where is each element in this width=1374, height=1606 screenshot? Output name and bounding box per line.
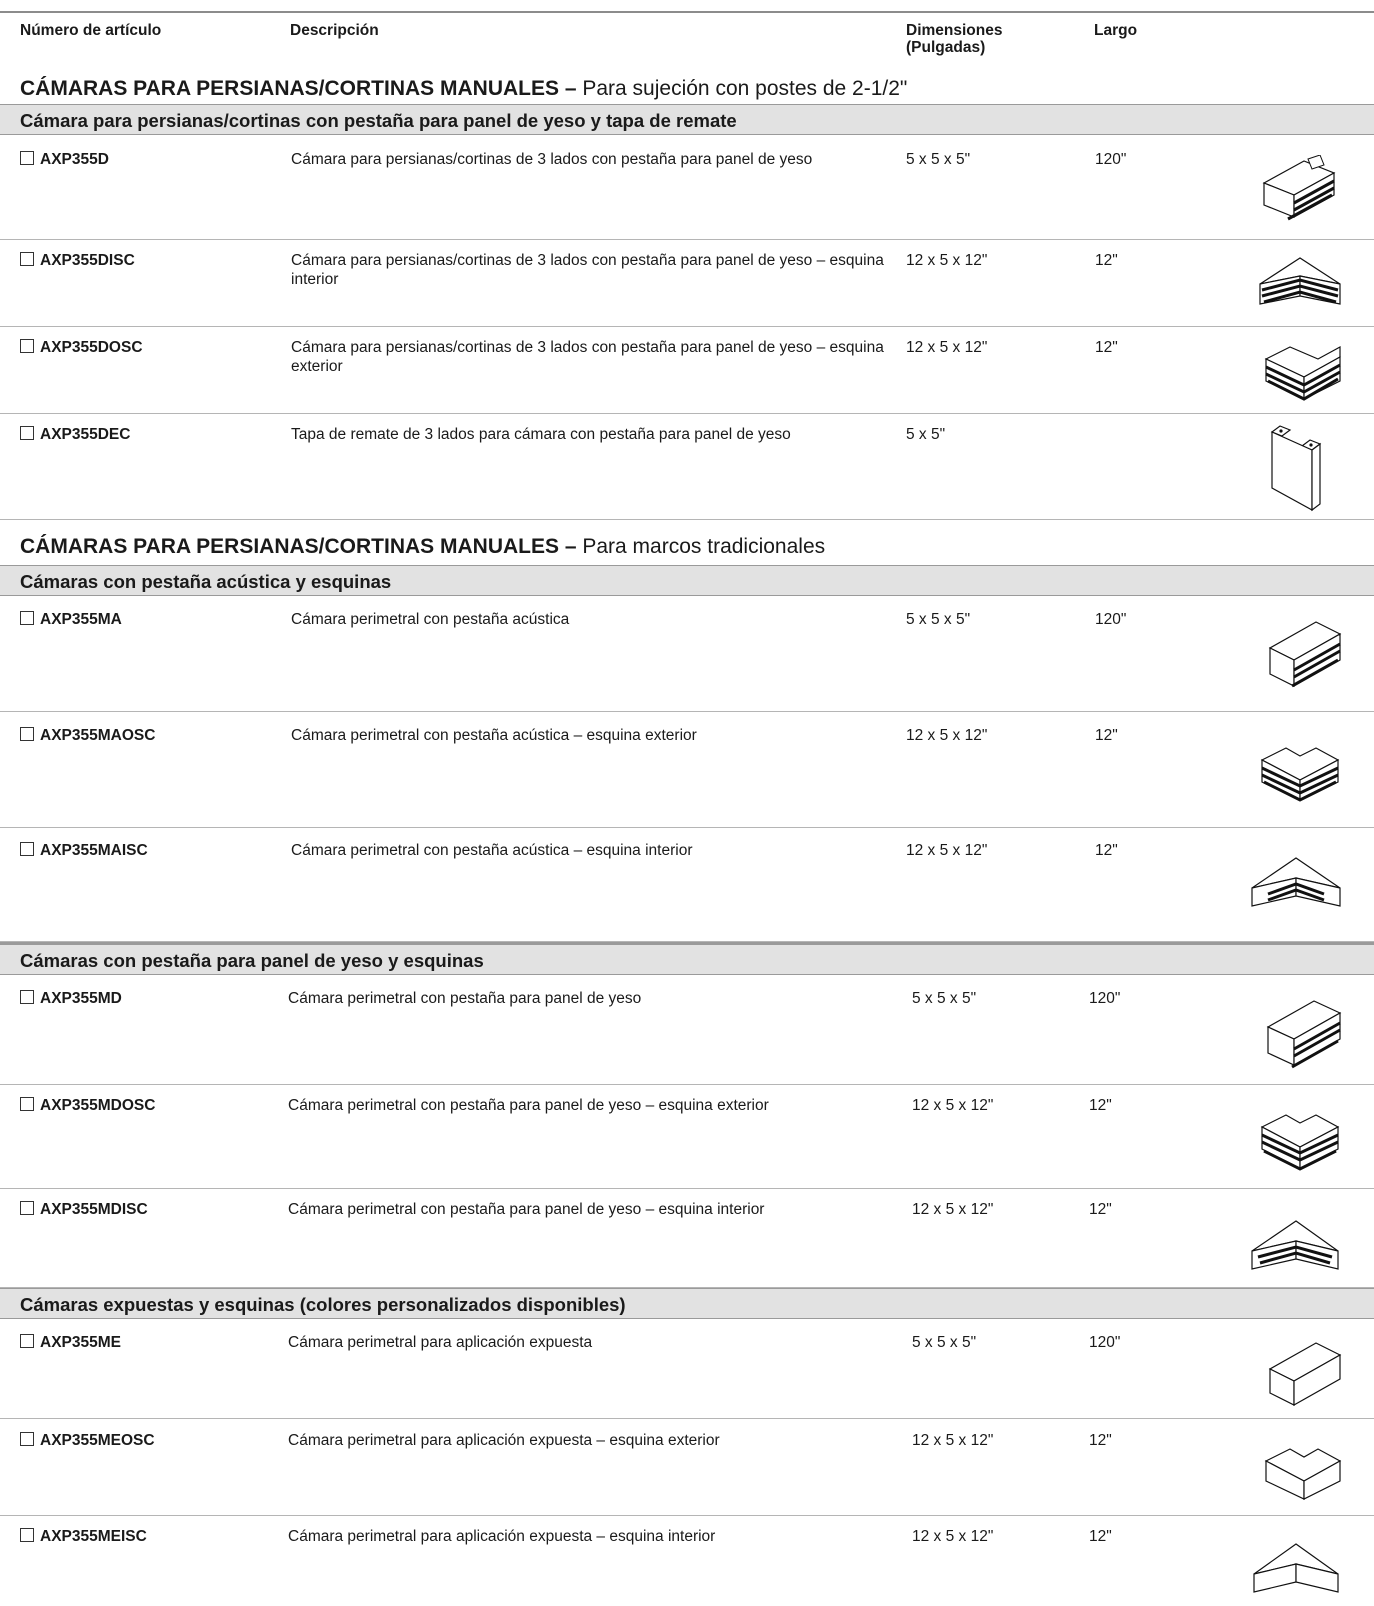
item-number <box>20 251 135 270</box>
straight-channel-exposed-icon <box>1266 1335 1342 1409</box>
checkbox[interactable] <box>20 611 34 625</box>
inside-corner-drywall-icon <box>1258 252 1342 312</box>
checkbox[interactable] <box>20 339 34 353</box>
item-dimensions: 5 x 5 x 5" <box>906 151 971 168</box>
item-description: Cámara perimetral para aplicación expuesta <box>288 1334 593 1351</box>
item-description: Cámara perimetral con pestaña para panel de yeso – esquina interior <box>288 1201 765 1218</box>
item-description: Cámara para persianas/cortinas de 3 lados con pestaña para panel de yeso – esquina interior <box>291 252 884 288</box>
checkbox[interactable] <box>20 842 34 856</box>
item-number <box>20 1527 147 1546</box>
section-title-sub: Para marcos tradicionales <box>576 535 826 558</box>
item-number <box>20 425 130 444</box>
group-title: Cámara para persianas/cortinas con pestaña para panel de yeso y tapa de remate <box>20 110 737 131</box>
item-description: Cámara perimetral con pestaña acústica – esquina interior <box>291 842 693 859</box>
checkbox[interactable] <box>20 1097 34 1111</box>
item-description: Cámara perimetral con pestaña acústica <box>291 611 570 628</box>
sku-text: AXP355MD <box>40 990 122 1007</box>
group-header <box>0 104 1374 135</box>
table-row <box>0 1419 1374 1516</box>
table-row <box>0 1516 1374 1606</box>
table-row <box>0 414 1374 520</box>
header-dimensions <box>906 22 1002 56</box>
checkbox[interactable] <box>20 990 34 1004</box>
item-length: 12" <box>1095 252 1118 269</box>
header-number: Número de artículo <box>20 22 162 39</box>
item-number <box>20 1096 155 1115</box>
outside-corner-acoustic-icon <box>1260 740 1340 810</box>
inside-corner-exposed-icon <box>1252 1538 1340 1600</box>
table-row <box>0 135 1374 240</box>
item-dimensions: 5 x 5 x 5" <box>906 611 971 628</box>
outside-corner-exposed-icon <box>1264 1441 1342 1505</box>
end-cap-icon <box>1268 418 1332 518</box>
item-number <box>20 610 122 629</box>
item-number <box>20 1431 155 1450</box>
item-description: Tapa de remate de 3 lados para cámara con pestaña para panel de yeso <box>291 426 791 443</box>
item-description: Cámara perimetral con pestaña para panel de yeso <box>288 990 642 1007</box>
item-dimensions: 12 x 5 x 12" <box>906 842 988 859</box>
item-dimensions: 5 x 5" <box>906 426 946 443</box>
item-length: 12" <box>1089 1432 1112 1449</box>
sku-text: AXP355MDOSC <box>40 1097 156 1114</box>
sku-text: AXP355MAOSC <box>40 727 156 744</box>
group-header <box>0 1288 1374 1319</box>
item-description: Cámara perimetral para aplicación expuesta – esquina interior <box>288 1528 716 1545</box>
item-dimensions: 5 x 5 x 5" <box>912 1334 977 1351</box>
item-length: 120" <box>1089 1334 1121 1351</box>
outside-corner-drywall-icon <box>1264 337 1342 407</box>
item-description: Cámara perimetral con pestaña para panel de yeso – esquina exterior <box>288 1097 769 1114</box>
section-title <box>20 535 825 559</box>
item-dimensions: 12 x 5 x 12" <box>912 1432 994 1449</box>
table-row <box>0 596 1374 712</box>
inside-corner-acoustic-icon <box>1250 850 1342 916</box>
item-number <box>20 1200 148 1219</box>
checkbox[interactable] <box>20 252 34 266</box>
item-description: Cámara perimetral para aplicación expuesta – esquina exterior <box>288 1432 720 1449</box>
table-row <box>0 240 1374 327</box>
item-number <box>20 726 155 745</box>
item-length: 120" <box>1095 151 1127 168</box>
section-title <box>20 77 907 101</box>
header-length: Largo <box>1094 22 1138 39</box>
sku-text: AXP355MA <box>40 611 122 628</box>
group-header <box>0 565 1374 596</box>
item-length: 120" <box>1089 990 1121 1007</box>
sku-text: AXP355D <box>40 151 109 168</box>
item-description: Cámara para persianas/cortinas de 3 lados con pestaña para panel de yeso – esquina exterior <box>291 339 884 375</box>
sku-text: AXP355DEC <box>40 426 131 443</box>
straight-channel-drywall-icon <box>1258 155 1338 231</box>
straight-channel-acoustic-icon <box>1266 614 1342 696</box>
table-row <box>0 975 1374 1085</box>
table-row <box>0 1319 1374 1419</box>
item-length: 120" <box>1095 611 1127 628</box>
checkbox[interactable] <box>20 1201 34 1215</box>
item-dimensions: 12 x 5 x 12" <box>906 252 988 269</box>
item-description: Cámara para persianas/cortinas de 3 lados con pestaña para panel de yeso <box>291 151 813 168</box>
item-length: 12" <box>1095 842 1118 859</box>
group-title: Cámaras con pestaña para panel de yeso y esquinas <box>20 950 484 971</box>
item-description: Cámara perimetral con pestaña acústica – esquina exterior <box>291 727 697 744</box>
item-length: 12" <box>1095 727 1118 744</box>
section-title-main: CÁMARAS PARA PERSIANAS/CORTINAS MANUALES – <box>20 77 577 100</box>
sku-text: AXP355DISC <box>40 252 135 269</box>
sku-text: AXP355MDISC <box>40 1201 148 1218</box>
group-title: Cámaras expuestas y esquinas (colores personalizados disponibles) <box>20 1294 626 1315</box>
item-dimensions: 12 x 5 x 12" <box>906 727 988 744</box>
header-dimensions-line2: (Pulgadas) <box>906 39 986 56</box>
item-dimensions: 5 x 5 x 5" <box>912 990 977 1007</box>
section-title-main: CÁMARAS PARA PERSIANAS/CORTINAS MANUALES – <box>20 535 577 558</box>
item-length: 12" <box>1089 1528 1112 1545</box>
item-dimensions: 12 x 5 x 12" <box>912 1097 994 1114</box>
item-dimensions: 12 x 5 x 12" <box>906 339 988 356</box>
item-length: 12" <box>1095 339 1118 356</box>
table-row <box>0 828 1374 942</box>
sku-text: AXP355ME <box>40 1334 121 1351</box>
item-number <box>20 338 143 357</box>
checkbox[interactable] <box>20 1432 34 1446</box>
checkbox[interactable] <box>20 727 34 741</box>
table-row <box>0 712 1374 828</box>
item-dimensions: 12 x 5 x 12" <box>912 1528 994 1545</box>
item-length: 12" <box>1089 1097 1112 1114</box>
checkbox[interactable] <box>20 1334 34 1348</box>
sku-text: AXP355DOSC <box>40 339 143 356</box>
checkbox[interactable] <box>20 426 34 440</box>
item-number <box>20 989 122 1008</box>
sku-text: AXP355MAISC <box>40 842 148 859</box>
item-number <box>20 841 148 860</box>
item-number <box>20 1333 121 1352</box>
item-length: 12" <box>1089 1201 1112 1218</box>
group-title: Cámaras con pestaña acústica y esquinas <box>20 571 392 592</box>
header-dimensions-line1: Dimensiones <box>906 22 1003 39</box>
outside-corner-drywall-icon <box>1260 1107 1340 1179</box>
table-row <box>0 327 1374 414</box>
sku-text: AXP355MEOSC <box>40 1432 155 1449</box>
straight-channel-drywall-icon <box>1264 993 1342 1075</box>
top-rule <box>0 11 1374 13</box>
inside-corner-drywall-icon <box>1250 1215 1340 1277</box>
item-dimensions: 12 x 5 x 12" <box>912 1201 994 1218</box>
header-description: Descripción <box>290 22 379 39</box>
checkbox[interactable] <box>20 1528 34 1542</box>
sku-text: AXP355MEISC <box>40 1528 147 1545</box>
item-number <box>20 150 109 169</box>
checkbox[interactable] <box>20 151 34 165</box>
table-row <box>0 1189 1374 1288</box>
group-header <box>0 944 1374 975</box>
section-title-sub: Para sujeción con postes de 2-1/2" <box>576 77 908 100</box>
table-row <box>0 1085 1374 1189</box>
